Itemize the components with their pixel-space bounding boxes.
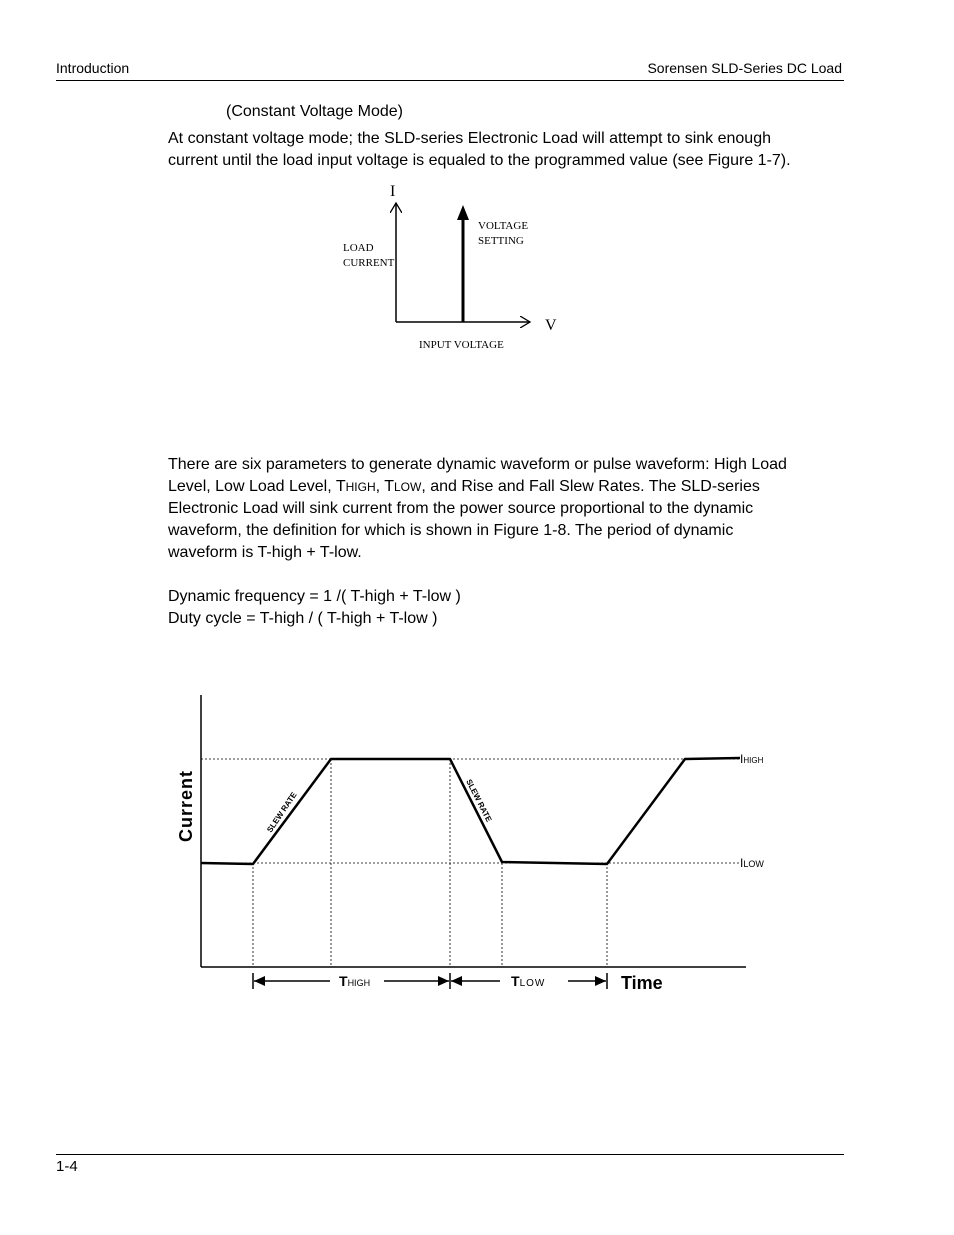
cv-heading: (Constant Voltage Mode) <box>226 103 403 120</box>
dyn-slew-fall-label: SLEW RATE <box>464 777 494 824</box>
cv-y-symbol: I <box>390 183 396 200</box>
cv-voltage-label-1: VOLTAGE <box>478 220 529 232</box>
header-section-title: Introduction <box>56 60 130 76</box>
cv-x-label: INPUT VOLTAGE <box>419 339 504 351</box>
cv-x-symbol: V <box>545 317 557 334</box>
dynamic-line-1: There are six parameters to generate dynamic waveform or pulse waveform: High Load <box>168 456 787 473</box>
cv-voltage-label-2: SETTING <box>478 235 524 247</box>
dynamic-thigh-sub: HIGH <box>345 480 376 494</box>
dynamic-line-4: waveform, the definition for which is shown in Figure 1-8. The period of dynamic <box>168 522 734 539</box>
dyn-slew-rise-label: SLEW RATE <box>265 790 299 835</box>
page-number: 1-4 <box>56 1158 78 1175</box>
dynamic-line-2c: , T <box>375 478 394 495</box>
dyn-thigh-label: THIGH <box>339 973 371 989</box>
footer-rule <box>56 1154 844 1155</box>
dynamic-tlow-sub: LOW <box>393 480 422 494</box>
formula-frequency: Dynamic frequency = 1 /( T-high + T-low ) <box>168 588 461 605</box>
formula-duty-cycle: Duty cycle = T-high / ( T-high + T-low ) <box>168 610 438 627</box>
cv-load-label-1: LOAD <box>343 242 374 254</box>
cv-load-label-2: CURRENT <box>343 257 395 269</box>
dyn-ilow-label: ILOW <box>740 856 764 870</box>
dyn-x-label: Time <box>621 973 663 993</box>
dyn-tlow-label: TLOW <box>511 973 546 989</box>
dynamic-line-2e: , and Rise and Fall Slew Rates. The SLD-series <box>421 478 760 495</box>
dynamic-line-5: waveform is T-high + T-low. <box>168 544 362 561</box>
dynamic-line-2a: Level, Low Load Level, T <box>168 478 346 495</box>
header-document-title: Sorensen SLD-Series DC Load <box>647 60 842 76</box>
cv-line-2: current until the load input voltage is equaled to the programmed value (see Figure 1-7). <box>168 152 791 169</box>
dynamic-line-3: Electronic Load will sink current from the power source proportional to the dynamic <box>168 500 754 517</box>
cv-line-1: At constant voltage mode; the SLD-series Electronic Load will attempt to sink enough <box>168 130 771 147</box>
dyn-y-label: Current <box>176 769 196 842</box>
dyn-ihigh-label: IHIGH <box>740 752 764 766</box>
